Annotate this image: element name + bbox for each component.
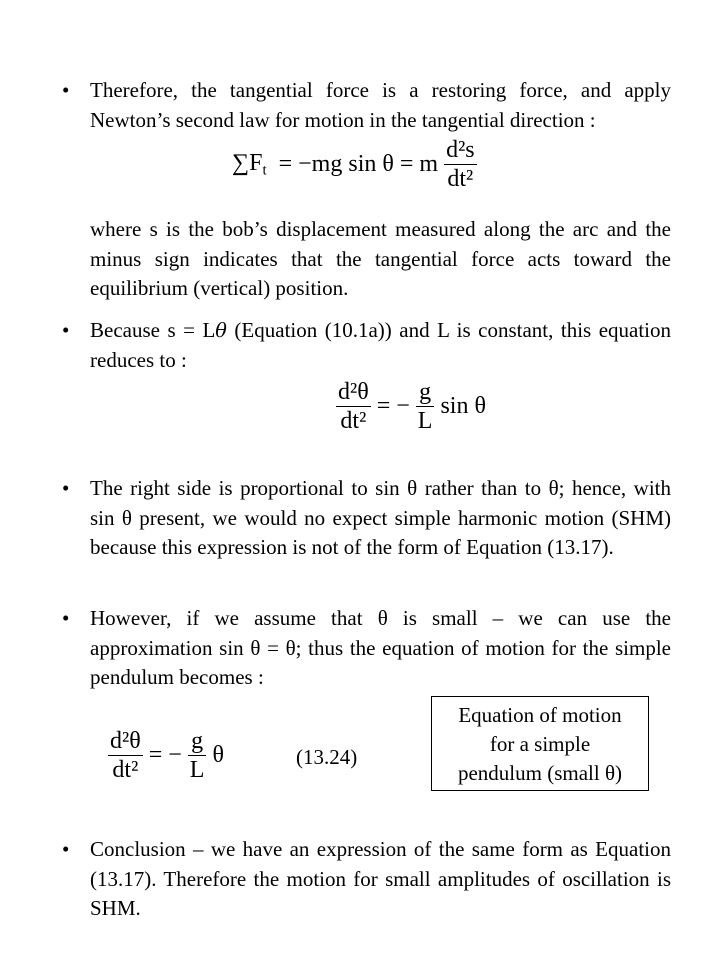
equation-note-box	[431, 696, 649, 791]
eq1-sub: t	[262, 162, 267, 179]
eq2-right-numerator: g	[416, 378, 435, 407]
eq3-left-fraction	[108, 727, 143, 784]
equation-reduced	[336, 378, 492, 435]
eq3-operator: = −	[148, 742, 182, 768]
eq2-right-denominator: L	[417, 408, 433, 434]
bullet-2: •	[62, 318, 70, 342]
paragraph-right-side: The right side is proportional to sin θ rather than to θ; hence, with sin θ present, we would no expect simple harmonic motion (SHM) because this expression is not of the form of Equation (13.17).	[90, 476, 671, 559]
bullet-4: •	[62, 606, 70, 630]
eq2-left-numerator: d²θ	[338, 379, 369, 405]
eq1-middle: = −mg sin θ = m	[278, 151, 439, 177]
equation-tangential-force	[232, 136, 477, 193]
eq2-left-denominator: dt²	[340, 408, 367, 434]
eq3-right-numerator: g	[188, 727, 207, 756]
paragraph-however: However, if we assume that θ is small – we can use the approximation sin θ = θ; thus the equation of motion for the simple pendulum becomes :	[90, 606, 671, 689]
p3-theta: θ	[215, 319, 227, 342]
box-line-1: Equation of motion	[458, 703, 622, 727]
p3-part-a: Because s = L	[90, 318, 216, 342]
paragraph-because	[90, 316, 671, 375]
eq2-right-fraction	[416, 378, 435, 435]
equation-number: (13.24)	[296, 745, 358, 769]
p3-part-b: (Equation (10.1a)) and L is constant, this equation reduces to :	[90, 318, 672, 372]
bullet-5: •	[62, 837, 70, 861]
paragraph-conclusion: Conclusion – we have an expression of the same form as Equation (13.17). Therefore the motion for small amplitudes of oscillation is SHM.	[90, 837, 671, 920]
eq3-left-denominator: dt²	[112, 757, 139, 783]
eq2-operator: = −	[376, 393, 410, 419]
bullet-3: •	[62, 476, 70, 500]
bullet-1: •	[62, 78, 70, 102]
eq1-sum: ∑F	[232, 149, 263, 176]
box-line-2: for a simple	[489, 732, 591, 756]
paragraph-displacement: where s is the bob’s displacement measured along the arc and the minus sign indicates that the tangential force acts toward the equilibrium (vertical) position.	[90, 217, 671, 300]
paragraph-tangential-force: Therefore, the tangential force is a restoring force, and apply Newton’s second law for motion in the tangential direction :	[90, 78, 671, 132]
eq1-fraction	[444, 136, 477, 193]
eq1-numerator: d²s	[446, 137, 475, 163]
eq3-tail: θ	[212, 742, 224, 768]
eq2-left-fraction	[336, 378, 371, 435]
eq3-right-fraction	[188, 727, 207, 784]
eq1-denominator: dt²	[447, 166, 474, 192]
eq3-right-denominator: L	[189, 757, 205, 783]
eq3-left-numerator: d²θ	[110, 728, 141, 754]
box-line-3: pendulum (small θ)	[457, 761, 623, 785]
equation-small-angle	[108, 727, 230, 784]
eq2-tail: sin θ	[440, 393, 486, 419]
